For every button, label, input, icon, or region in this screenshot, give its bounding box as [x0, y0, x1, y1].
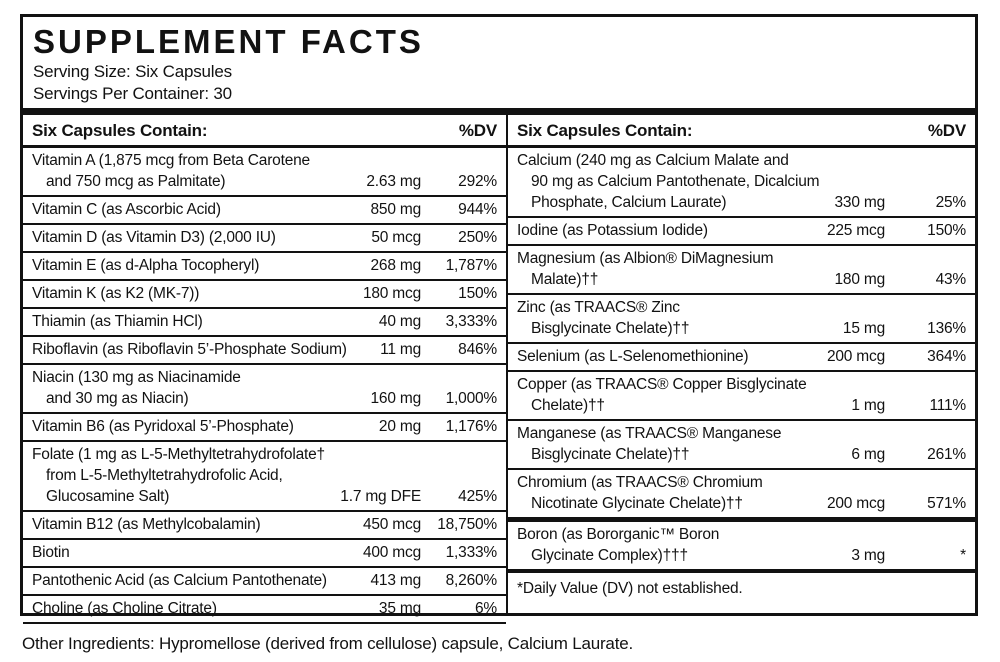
- nutrient-name: Vitamin B12 (as Methylcobalamin): [32, 516, 261, 533]
- panel-title: SUPPLEMENT FACTS: [33, 23, 424, 60]
- table-row: [508, 342, 975, 370]
- nutrient-name: Zinc (as TRAACS® Zinc Bisglycinate Chelate)††: [517, 299, 690, 337]
- nutrient-name: Folate (1 mg as L-5-Methyltetrahydrofolate† from L-5-Methyltetrahydrofolic Acid, Glucosamine Salt): [32, 446, 325, 505]
- nutrient-dv: 6%: [474, 600, 497, 617]
- nutrient-dv: 43%: [935, 271, 966, 288]
- nutrient-name: Calcium (240 mg as Calcium Malate and 90 mg as Calcium Pantothenate, Dicalcium Phosphate, Calcium Laurate): [517, 152, 820, 211]
- nutrient-dv: 136%: [927, 320, 966, 337]
- column-header-label: Six Capsules Contain:: [32, 121, 208, 140]
- nutrient-dv: 18,750%: [437, 516, 497, 533]
- nutrient-amount: 180 mg: [834, 271, 885, 288]
- table-row: [23, 251, 506, 279]
- nutrient-name: Vitamin E (as d-Alpha Tocopheryl): [32, 257, 260, 274]
- nutrient-dv: 111%: [929, 397, 966, 414]
- table-row: [23, 363, 506, 412]
- nutrient-name: Iodine (as Potassium Iodide): [517, 222, 708, 239]
- nutrient-dv: 1,000%: [445, 390, 497, 407]
- nutrient-amount: 2.63 mg: [366, 173, 421, 190]
- nutrient-rows: [23, 148, 506, 624]
- nutrient-name: Biotin: [32, 544, 70, 561]
- table-row: [23, 594, 506, 624]
- left-column: [23, 115, 506, 617]
- nutrient-name: Pantothenic Acid (as Calcium Pantothenate): [32, 572, 327, 589]
- nutrient-dv: 3,333%: [445, 313, 497, 330]
- nutrient-amount: 35 mg: [378, 600, 421, 617]
- nutrient-amount: 3 mg: [851, 547, 885, 564]
- nutrient-amount: 20 mg: [378, 418, 421, 435]
- nutrient-dv: 944%: [458, 201, 497, 218]
- dv-footnote: *Daily Value (DV) not established.: [508, 569, 975, 604]
- column-header-label: Six Capsules Contain:: [517, 121, 693, 140]
- nutrient-amount: 200 mcg: [826, 348, 885, 365]
- nutrient-name: Vitamin C (as Ascorbic Acid): [32, 201, 221, 218]
- nutrient-dv: 1,787%: [445, 257, 497, 274]
- nutrient-name: Choline (as Choline Citrate): [32, 600, 217, 617]
- nutrient-dv: *: [960, 547, 966, 564]
- table-row: [508, 419, 975, 468]
- column-header: [508, 115, 975, 148]
- table-row: [23, 223, 506, 251]
- table-row: [23, 412, 506, 440]
- nutrient-amount: 850 mg: [370, 201, 421, 218]
- table-row: [508, 468, 975, 517]
- nutrient-dv: 1,333%: [445, 544, 497, 561]
- nutrient-dv: 8,260%: [445, 572, 497, 589]
- table-row: [508, 370, 975, 419]
- nutrient-dv: 292%: [458, 173, 497, 190]
- nutrient-rows: [508, 148, 975, 569]
- nutrient-amount: 15 mg: [842, 320, 885, 337]
- nutrient-name: Copper (as TRAACS® Copper Bisglycinate Chelate)††: [517, 376, 807, 414]
- nutrient-dv: 1,176%: [445, 418, 497, 435]
- nutrient-amount: 450 mcg: [362, 516, 421, 533]
- servings-per-container: Servings Per Container: 30: [33, 84, 232, 103]
- nutrient-amount: 11 mg: [380, 341, 421, 358]
- nutrient-amount: 160 mg: [370, 390, 421, 407]
- dv-header-label: %DV: [458, 121, 497, 140]
- table-row: [508, 216, 975, 244]
- thick-divider-bar: [23, 108, 975, 115]
- nutrient-amount: 330 mg: [834, 194, 885, 211]
- nutrient-dv: 250%: [458, 229, 497, 246]
- panel-header: [23, 17, 975, 105]
- serving-size: Serving Size: Six Capsules: [33, 62, 232, 81]
- table-row: [508, 244, 975, 293]
- nutrient-name: Vitamin A (1,875 mcg from Beta Carotene and 750 mcg as Palmitate): [32, 152, 310, 190]
- nutrient-name: Vitamin B6 (as Pyridoxal 5’-Phosphate): [32, 418, 294, 435]
- nutrient-amount: 200 mcg: [826, 495, 885, 512]
- right-column: [508, 115, 975, 613]
- table-row: [23, 510, 506, 538]
- nutrient-name: Selenium (as L-Selenomethionine): [517, 348, 749, 365]
- nutrient-amount: 225 mcg: [826, 222, 885, 239]
- nutrient-amount: 400 mcg: [362, 544, 421, 561]
- table-row: [23, 195, 506, 223]
- nutrient-dv: 846%: [458, 341, 497, 358]
- nutrient-dv: 571%: [927, 495, 966, 512]
- table-row: [23, 279, 506, 307]
- nutrient-dv: 150%: [458, 285, 497, 302]
- nutrient-amount: 50 mcg: [371, 229, 421, 246]
- nutrient-dv: 364%: [927, 348, 966, 365]
- other-ingredients: Other Ingredients: Hypromellose (derived from cellulose) capsule, Calcium Laurate.: [22, 634, 633, 653]
- nutrient-name: Niacin (130 mg as Niacinamide and 30 mg as Niacin): [32, 369, 241, 407]
- nutrient-amount: 1 mg: [851, 397, 885, 414]
- table-row: [23, 538, 506, 566]
- nutrient-name: Vitamin K (as K2 (MK-7)): [32, 285, 200, 302]
- nutrient-amount: 6 mg: [851, 446, 885, 463]
- nutrient-amount: 413 mg: [370, 572, 421, 589]
- table-row: [23, 307, 506, 335]
- nutrient-dv: 425%: [458, 488, 497, 505]
- nutrient-name: Boron (as Bororganic™ Boron Glycinate Complex)†††: [517, 526, 720, 564]
- nutrient-dv: 25%: [935, 194, 966, 211]
- nutrient-amount: 180 mcg: [362, 285, 421, 302]
- nutrient-name: Riboflavin (as Riboflavin 5’-Phosphate Sodium): [32, 341, 347, 358]
- table-row: [508, 517, 975, 569]
- nutrient-name: Manganese (as TRAACS® Manganese Bisglycinate Chelate)††: [517, 425, 782, 463]
- nutrient-amount: 1.7 mg DFE: [340, 488, 421, 505]
- column-header: [23, 115, 506, 148]
- columns-wrapper: [23, 115, 975, 617]
- nutrient-amount: 40 mg: [378, 313, 421, 330]
- nutrient-name: Thiamin (as Thiamin HCl): [32, 313, 203, 330]
- facts-panel: [20, 14, 978, 616]
- table-row: [23, 566, 506, 594]
- nutrient-name: Chromium (as TRAACS® Chromium Nicotinate Glycinate Chelate)††: [517, 474, 763, 512]
- dv-header-label: %DV: [927, 121, 966, 140]
- table-row: [508, 293, 975, 342]
- nutrient-name: Magnesium (as Albion® DiMagnesium Malate)††: [517, 250, 774, 288]
- nutrient-amount: 268 mg: [370, 257, 421, 274]
- nutrient-dv: 150%: [927, 222, 966, 239]
- table-row: [23, 148, 506, 195]
- table-row: [23, 440, 506, 510]
- table-row: [508, 148, 975, 216]
- table-row: [23, 335, 506, 363]
- nutrient-dv: 261%: [927, 446, 966, 463]
- nutrient-name: Vitamin D (as Vitamin D3) (2,000 IU): [32, 229, 276, 246]
